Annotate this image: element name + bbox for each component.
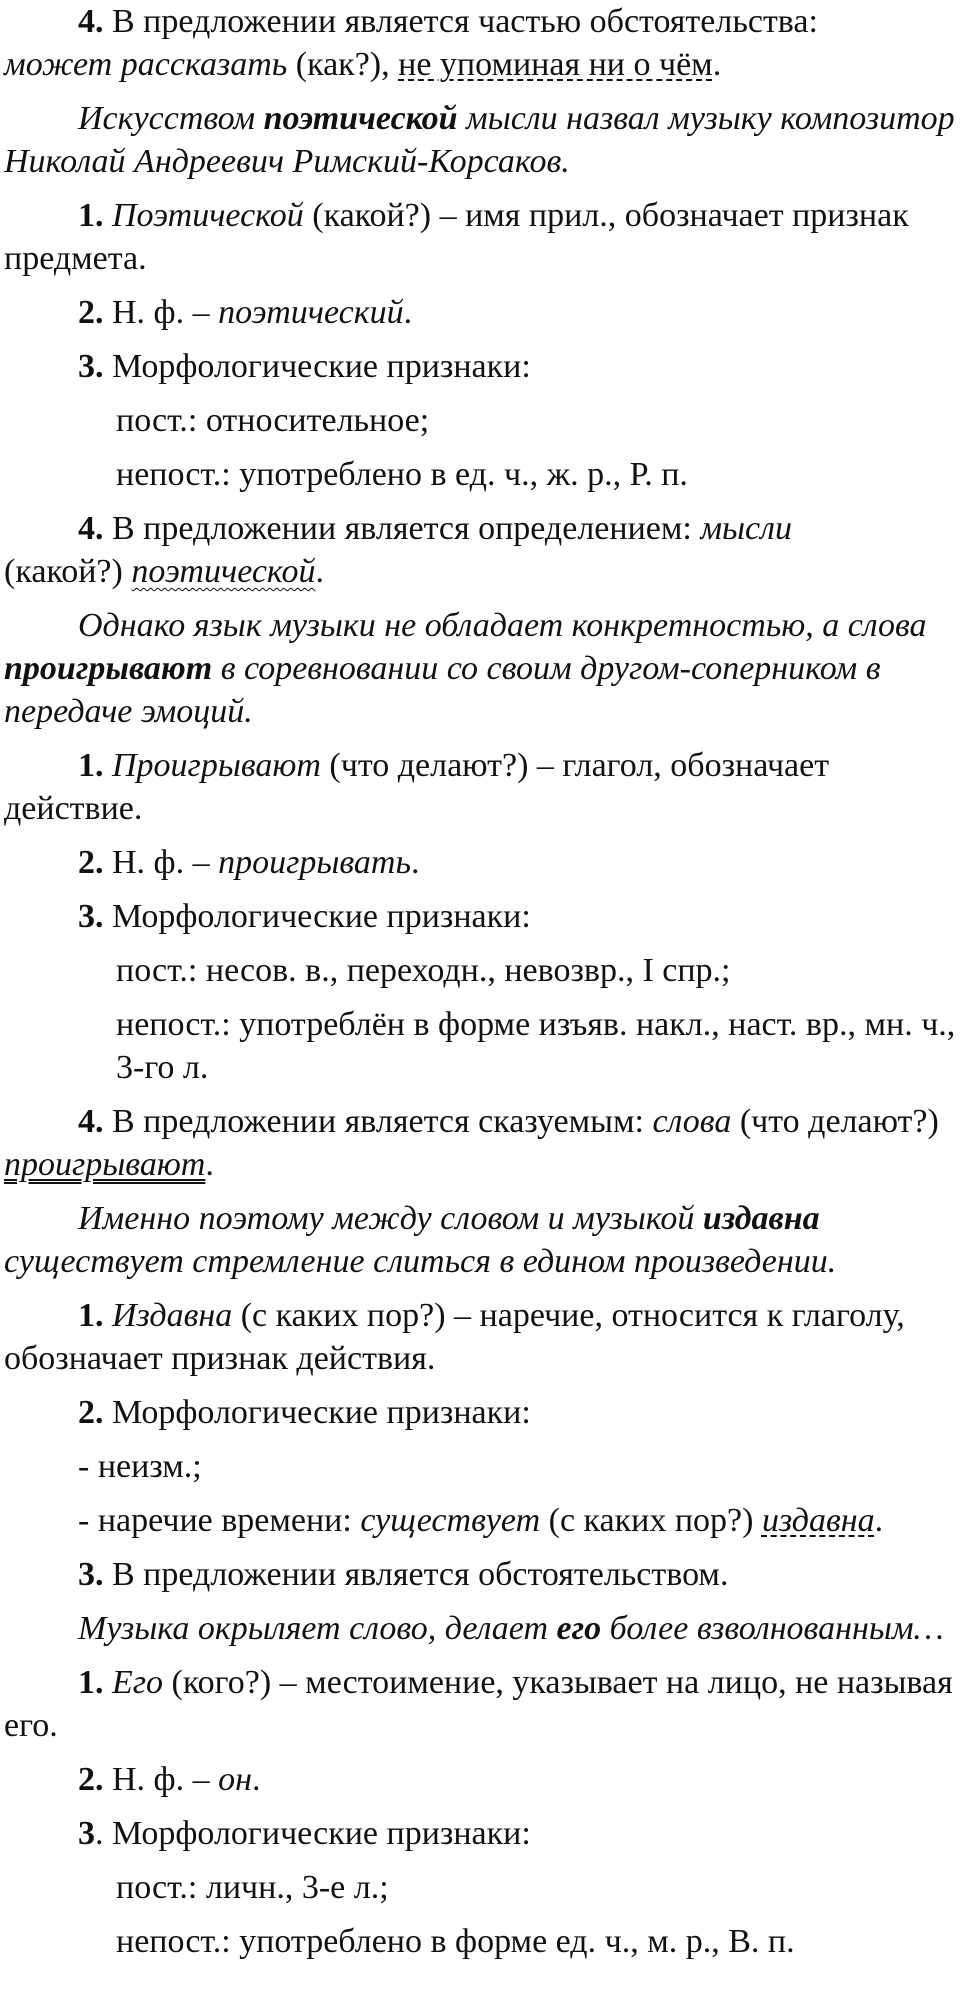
- paragraph-item-1: [4, 194, 960, 280]
- example-sentence: [4, 1197, 960, 1283]
- item-number: 2.: [78, 1761, 104, 1798]
- italic-word: мысли: [700, 510, 792, 547]
- paragraph-continuation: [4, 43, 960, 86]
- paragraph-item-3: [4, 345, 960, 388]
- feature-line: непост.: употреблено в ед. ч., ж. р., Р. п.: [116, 456, 688, 493]
- italic-word: он: [218, 1761, 252, 1798]
- sentence-text: Искусством: [78, 100, 264, 137]
- feature-line: непост.: употреблён в форме изъяв. накл., наст. вр., мн. ч., 3-го л.: [116, 1006, 956, 1086]
- item-text: Морфологические признаки:: [103, 1394, 531, 1431]
- item-number: 2.: [78, 1394, 104, 1431]
- item-text: В предложении является обстоятельством.: [103, 1556, 729, 1593]
- item-number: 3.: [78, 348, 104, 385]
- sentence-text: существует стремление слиться в едином произведении.: [4, 1243, 837, 1280]
- example-sentence: [4, 604, 960, 733]
- analyzed-word: поэтической: [263, 100, 458, 137]
- item-text: Морфологические признаки:: [103, 898, 531, 935]
- italic-word: слова: [652, 1103, 732, 1140]
- item-number: 4.: [78, 510, 104, 547]
- item-text: В предложении является сказуемым:: [103, 1103, 653, 1140]
- item-text: Н. ф. –: [103, 1761, 219, 1798]
- paragraph-item-1: [4, 1294, 960, 1380]
- sentence-text: мысли назвал музыку композитор Николай Андреевич Римский-Корсаков.: [4, 100, 955, 180]
- feature-line: непост.: употреблено в форме ед. ч., м. р., В. п.: [116, 1923, 795, 1960]
- italic-word: существует: [360, 1502, 541, 1539]
- paragraph-item-2: [4, 841, 960, 884]
- paragraph-item-3: [4, 1553, 960, 1596]
- item-text: Н. ф. –: [103, 844, 219, 881]
- italic-word: Издавна: [112, 1297, 233, 1334]
- plain-text: (какой?): [4, 553, 132, 590]
- underlined-predicate: проигрывают: [4, 1146, 206, 1183]
- item-text: (кого?) – местоимение, указывает на лицо, не называя его.: [4, 1664, 953, 1744]
- paragraph-item-2: [4, 291, 960, 334]
- punctuation: .: [403, 294, 413, 331]
- analyzed-word: его: [556, 1610, 602, 1647]
- item-number: 1.: [78, 747, 104, 784]
- item-text: В предложении является частью обстоятельства:: [103, 3, 818, 40]
- paragraph-item-3: [4, 1812, 960, 1855]
- italic-word: Проигрывают: [112, 747, 321, 784]
- item-number: 1.: [78, 197, 104, 234]
- item-number: 2.: [78, 294, 104, 331]
- item-text: В предложении является определением:: [103, 510, 701, 547]
- punctuation: .: [315, 553, 325, 590]
- item-text: Морфологические признаки:: [103, 348, 531, 385]
- paragraph-item-1: [4, 744, 960, 830]
- analyzed-word: издавна: [702, 1200, 820, 1237]
- item-number: 4.: [78, 3, 104, 40]
- punctuation: .: [410, 844, 420, 881]
- sentence-text: Однако язык музыки не обладает конкретностью, а слова: [78, 607, 927, 644]
- feature-line: пост.: личн., 3-е л.;: [116, 1869, 389, 1906]
- item-number: 1.: [78, 1664, 104, 1701]
- italic-word: может рассказать: [4, 46, 288, 83]
- feature-line: [4, 1499, 960, 1542]
- item-text: (какой?) – имя прил., обозначает признак предмета.: [4, 197, 909, 277]
- feature-line: пост.: несов. в., переходн., невозвр., I спр.;: [116, 952, 731, 989]
- sentence-text: Именно поэтому между словом и музыкой: [78, 1200, 703, 1237]
- underlined-attribute: поэтической: [131, 553, 316, 590]
- item-number: 2.: [78, 844, 104, 881]
- underlined-adverbial: не упоминая ни о чём: [398, 46, 713, 83]
- italic-word: Поэтической: [112, 197, 304, 234]
- paragraph-item-3: [4, 895, 960, 938]
- sentence-text: более взволнованным…: [601, 1610, 944, 1647]
- feature-line: - неизм.;: [78, 1448, 202, 1485]
- example-sentence: [4, 1607, 960, 1650]
- paragraph-item-1: [4, 1661, 960, 1747]
- paragraph-item-2: [4, 1758, 960, 1801]
- paragraph-continuation: [4, 550, 960, 593]
- item-number: 3.: [78, 898, 104, 935]
- plain-text: (с каких пор?): [540, 1502, 762, 1539]
- item-number: 3: [78, 1815, 95, 1852]
- plain-text: (как?),: [287, 46, 399, 83]
- paragraph-item-4: [4, 1100, 960, 1186]
- item-number: 3.: [78, 1556, 104, 1593]
- item-text: (что делают?) – глагол, обозначает действие.: [4, 747, 830, 827]
- paragraph-item-4: [4, 507, 960, 550]
- item-text: . Морфологические признаки:: [95, 1815, 531, 1852]
- paragraph-item-4: [4, 0, 960, 43]
- item-number: 4.: [78, 1103, 104, 1140]
- sentence-text: Музыка окрыляет слово, делает: [78, 1610, 557, 1647]
- analyzed-word: проигрывают: [4, 650, 213, 687]
- sentence-text: в соревновании со своим другом-соперником в передаче эмоций.: [4, 650, 881, 730]
- italic-word: поэтический: [218, 294, 404, 331]
- item-text: (с каких пор?) – наречие, относится к глаголу, обозначает признак действия.: [4, 1297, 905, 1377]
- item-text: Н. ф. –: [103, 294, 219, 331]
- plain-text: (что делают?): [731, 1103, 939, 1140]
- paragraph-item-2: [4, 1391, 960, 1434]
- plain-text: - наречие времени:: [78, 1502, 361, 1539]
- punctuation: .: [874, 1502, 884, 1539]
- italic-word: Его: [112, 1664, 164, 1701]
- underlined-adverbial: издавна: [761, 1502, 875, 1539]
- example-sentence: [4, 97, 960, 183]
- italic-word: проигрывать: [218, 844, 411, 881]
- punctuation: .: [251, 1761, 261, 1798]
- punctuation: .: [712, 46, 722, 83]
- item-number: 1.: [78, 1297, 104, 1334]
- feature-line: пост.: относительное;: [116, 402, 430, 439]
- punctuation: .: [205, 1146, 214, 1183]
